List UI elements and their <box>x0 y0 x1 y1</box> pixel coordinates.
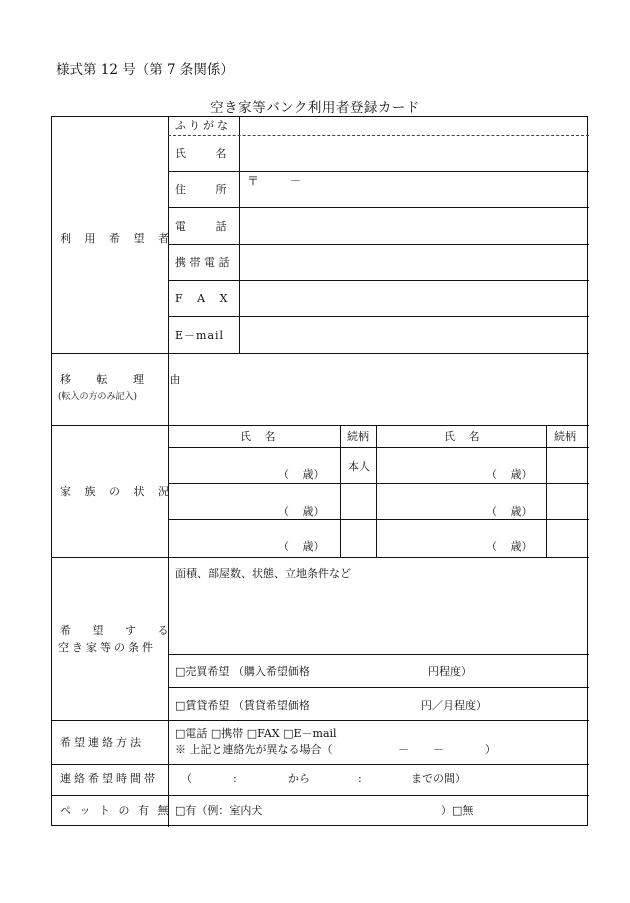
rent-option: □賃貸希望 （賃貸希望価格 <box>175 699 310 712</box>
row-line <box>168 519 589 520</box>
furigana-label: ふりがな <box>175 119 231 132</box>
mobile-label: 携 帯 電 話 <box>175 256 230 269</box>
family-label: 家 族 の 状 況 <box>60 485 169 498</box>
pet-label: ペ ッ ト の 有 無 <box>60 804 169 817</box>
family-age: （ 歳） <box>486 468 533 481</box>
contact-method-dash-1: － <box>398 743 409 756</box>
registration-form-table <box>51 116 588 826</box>
row-line <box>52 795 589 796</box>
rent-price-unit: 円／月程度） <box>421 699 487 712</box>
pet-no-option: ）□無 <box>441 804 474 817</box>
address-label: 住 所 <box>175 183 227 196</box>
conditions-hint: 面積、部屋数、状態、立地条件など <box>175 567 351 580</box>
contact-method-note: ※ 上記と連絡先が異なる場合（ <box>175 743 333 756</box>
relocation-note: (転入の方のみ記入) <box>58 392 138 402</box>
family-name-header-2: 氏 名 <box>444 430 480 443</box>
family-col-divider-3 <box>546 425 547 557</box>
family-self: 本人 <box>348 460 370 473</box>
family-relation-header-1: 続柄 <box>347 430 369 443</box>
row-line <box>52 720 589 721</box>
form-title: 空き家等バンク利用者登録カード <box>210 100 420 116</box>
family-col-divider-2 <box>376 425 377 557</box>
email-label: E－mail <box>175 329 225 342</box>
applicant-section-label: 利 用 希 望 者 <box>60 232 169 245</box>
row-line <box>168 687 589 688</box>
lower-label-divider <box>168 557 169 827</box>
row-line <box>52 557 589 558</box>
row-line <box>168 171 589 172</box>
fax-label: F A X <box>175 292 228 305</box>
row-line <box>168 207 589 208</box>
family-name-header-1: 氏 名 <box>240 430 276 443</box>
contact-method-close: ） <box>485 743 496 756</box>
contact-method-options: □電話 □携帯 □FAX □E－mail <box>175 727 337 740</box>
row-line <box>168 316 589 317</box>
phone-label: 電 話 <box>175 220 227 233</box>
row-line <box>52 764 589 765</box>
contact-time-colon-1: : <box>233 772 237 785</box>
form-number: 様式第 12 号（第 7 条関係） <box>56 62 234 78</box>
row-line <box>168 447 589 448</box>
postal-mark: 〒 <box>247 174 260 188</box>
contact-method-dash-2: － <box>433 743 444 756</box>
contact-time-colon-2: : <box>358 772 362 785</box>
family-age: （ 歳） <box>278 540 325 553</box>
row-line <box>52 353 589 354</box>
family-age: （ 歳） <box>486 505 533 518</box>
conditions-label-line2: 空き家等の条件 <box>58 641 156 654</box>
contact-time-label: 連絡希望時間帯 <box>60 772 158 785</box>
row-line <box>168 280 589 281</box>
sale-price-unit: 円程度） <box>428 665 472 678</box>
row-line <box>168 654 589 655</box>
family-relation-header-2: 続柄 <box>554 430 576 443</box>
sale-option: □売買希望 （購入希望価格 <box>175 665 310 678</box>
row-line <box>168 244 589 245</box>
contact-time-open: （ <box>181 772 192 785</box>
row-line <box>168 483 589 484</box>
applicant-field-divider <box>239 117 240 353</box>
conditions-label-line1: 希 望 す る <box>60 624 169 637</box>
pet-yes-option: □有（例：室内犬 <box>175 804 263 817</box>
name-label: 氏 名 <box>175 147 227 160</box>
relocation-label: 移 転 理 由 <box>60 373 181 386</box>
contact-method-label: 希望連絡方法 <box>60 736 144 749</box>
family-age: （ 歳） <box>278 468 325 481</box>
contact-time-until: までの間） <box>411 772 466 785</box>
postal-dash: － <box>290 174 301 187</box>
contact-time-from: から <box>288 772 310 785</box>
relocation-divider <box>168 353 169 425</box>
family-age: （ 歳） <box>278 505 325 518</box>
family-age: （ 歳） <box>486 540 533 553</box>
family-col-divider-1 <box>340 425 341 557</box>
furigana-divider <box>168 135 589 136</box>
row-line <box>52 425 589 426</box>
